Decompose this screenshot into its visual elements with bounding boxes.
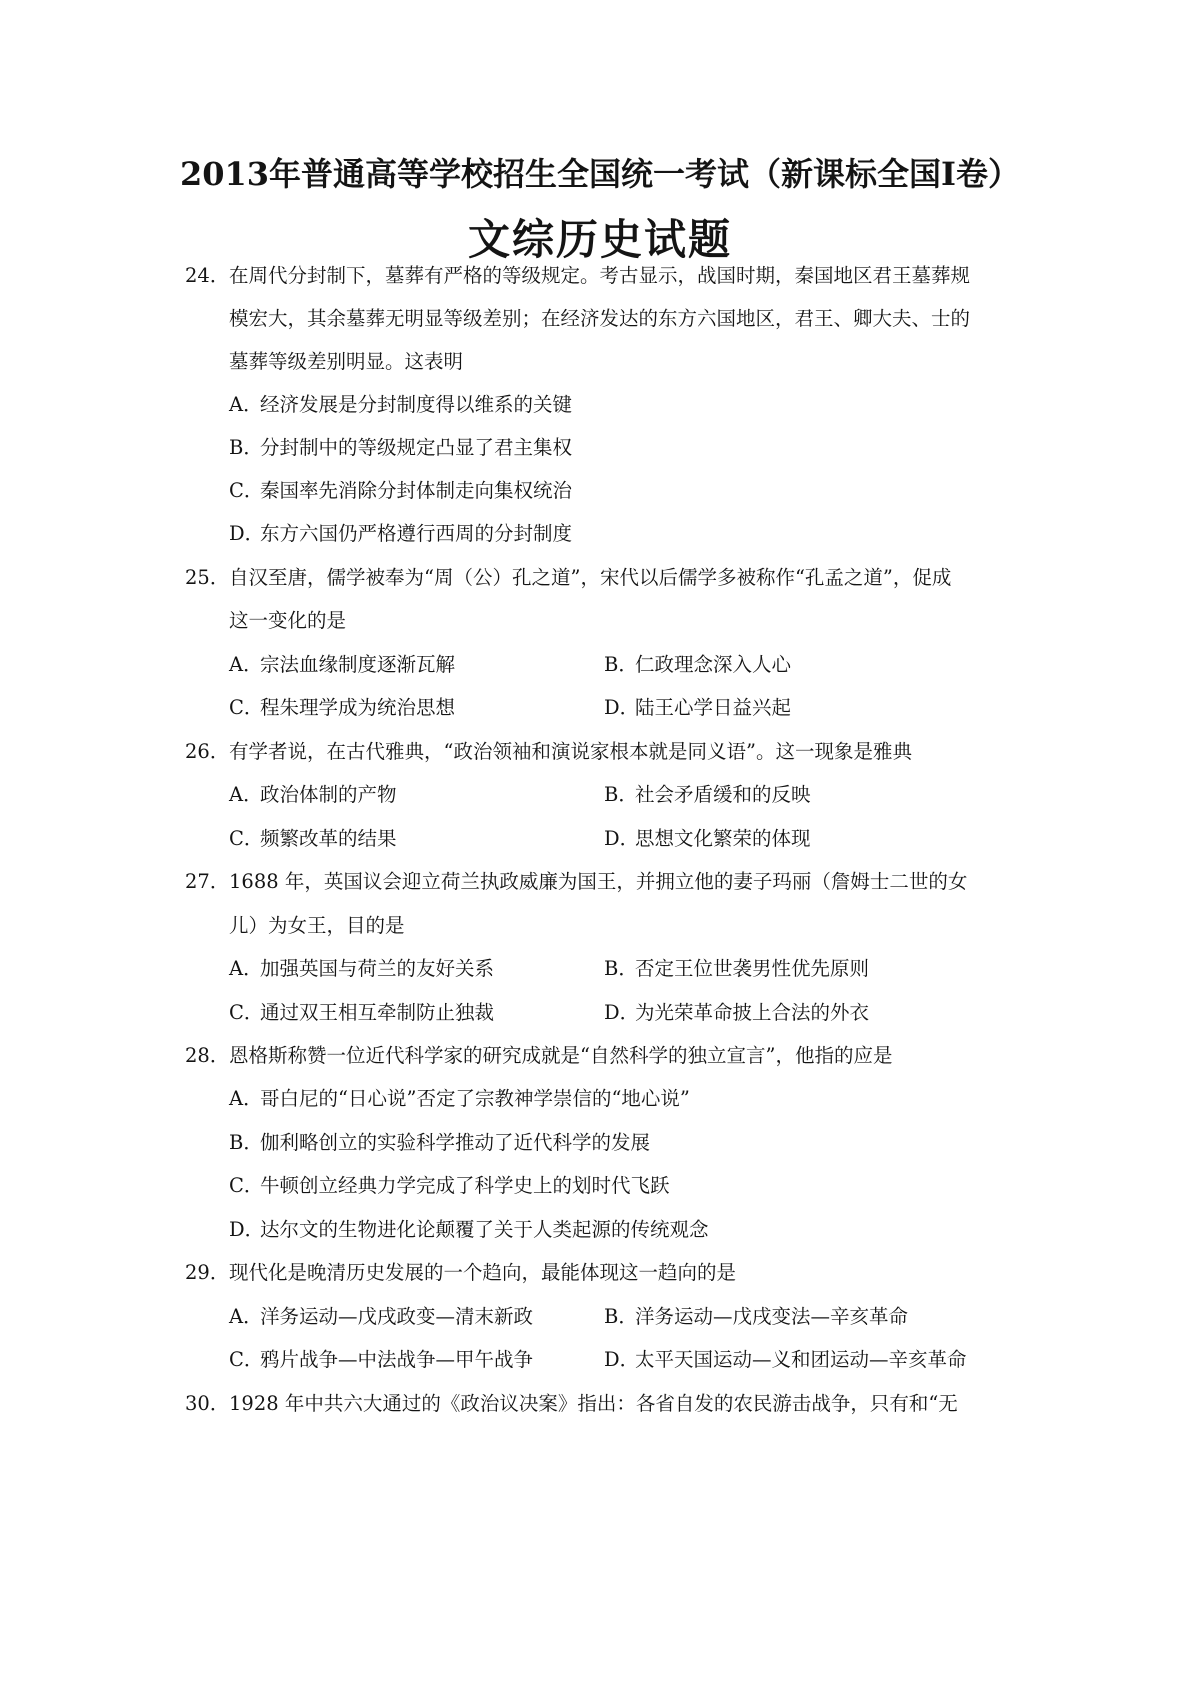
question-25-option-a: A．宗法血缘制度逐渐瓦解 — [229, 653, 456, 676]
question-28-option-c: C．牛顿创立经典力学完成了科学史上的划时代飞跃 — [229, 1174, 670, 1197]
question-27-stem-line-2: 儿）为女王，目的是 — [229, 914, 405, 937]
question-29-option-b: B．洋务运动—戊戌变法—辛亥革命 — [604, 1305, 909, 1328]
question-28-stem-line-1: 28．恩格斯称赞一位近代科学家的研究成就是“自然科学的独立宣言”，他指的应是 — [185, 1042, 892, 1070]
question-24-option-d: D．东方六国仍严格遵行西周的分封制度 — [229, 522, 573, 545]
question-number: 29． — [185, 1261, 230, 1284]
question-24-option-c: C．秦国率先消除分封体制走向集权统治 — [229, 479, 573, 502]
question-number: 24． — [185, 264, 230, 287]
question-27-option-b: B．否定王位世袭男性优先原则 — [604, 957, 870, 980]
question-24-option-a: A．经济发展是分封制度得以维系的关键 — [229, 393, 573, 416]
question-27-option-d: D．为光荣革命披上合法的外衣 — [604, 1001, 870, 1024]
question-27-stem-line-1: 27．1688 年，英国议会迎立荷兰执政威廉为国王，并拥立他的妻子玛丽（詹姆士二世的女 — [185, 868, 967, 896]
question-26-option-d: D．思想文化繁荣的体现 — [604, 827, 811, 850]
question-29-option-d: D．太平天国运动—义和团运动—辛亥革命 — [604, 1348, 967, 1371]
question-25-stem-line-2: 这一变化的是 — [229, 609, 347, 632]
question-25-option-d: D．陆王心学日益兴起 — [604, 696, 792, 719]
question-30-stem-line-1: 30．1928 年中共六大通过的《政治议决案》指出：各省自发的农民游击战争，只有和“无 — [185, 1390, 958, 1418]
exam-subtitle: 文综历史试题 — [467, 215, 732, 264]
question-28-option-b: B．伽利略创立的实验科学推动了近代科学的发展 — [229, 1131, 651, 1154]
question-26-option-a: A．政治体制的产物 — [229, 783, 397, 806]
question-27-option-a: A．加强英国与荷兰的友好关系 — [229, 957, 495, 980]
question-26-option-c: C．频繁改革的结果 — [229, 827, 397, 850]
question-29-option-c: C．鸦片战争—中法战争—甲午战争 — [229, 1348, 534, 1371]
question-number: 27． — [185, 870, 230, 893]
question-28-option-d: D．达尔文的生物进化论颠覆了关于人类起源的传统观念 — [229, 1218, 709, 1241]
question-26-stem-line-1: 26．有学者说，在古代雅典，“政治领袖和演说家根本就是同义语”。这一现象是雅典 — [185, 738, 912, 766]
question-number: 28． — [185, 1044, 230, 1067]
question-number: 30． — [185, 1392, 230, 1415]
question-24-stem-line-1: 24．在周代分封制下，墓葬有严格的等级规定。考古显示，战国时期，秦国地区君王墓葬规 — [185, 262, 970, 290]
exam-title: 2013年普通高等学校招生全国统一考试（新课标全国Ⅰ卷） — [179, 155, 1021, 193]
question-24-option-b: B．分封制中的等级规定凸显了君主集权 — [229, 436, 573, 459]
question-25-option-c: C．程朱理学成为统治思想 — [229, 696, 456, 719]
question-28-option-a: A．哥白尼的“日心说”否定了宗教神学崇信的“地心说” — [229, 1087, 690, 1110]
question-27-option-c: C．通过双王相互牵制防止独裁 — [229, 1001, 495, 1024]
question-24-stem-line-3: 墓葬等级差别明显。这表明 — [229, 350, 464, 373]
question-26-option-b: B．社会矛盾缓和的反映 — [604, 783, 811, 806]
question-number: 26． — [185, 740, 230, 763]
question-29-option-a: A．洋务运动—戊戌政变—清末新政 — [229, 1305, 534, 1328]
question-24-stem-line-2: 模宏大，其余墓葬无明显等级差别；在经济发达的东方六国地区，君王、卿大夫、士的 — [229, 307, 971, 330]
question-25-stem-line-1: 25．自汉至唐，儒学被奉为“周（公）孔之道”，宋代以后儒学多被称作“孔孟之道”，促成 — [185, 564, 951, 592]
question-29-stem-line-1: 29．现代化是晚清历史发展的一个趋向，最能体现这一趋向的是 — [185, 1259, 736, 1287]
question-number: 25． — [185, 566, 230, 589]
question-25-option-b: B．仁政理念深入人心 — [604, 653, 792, 676]
